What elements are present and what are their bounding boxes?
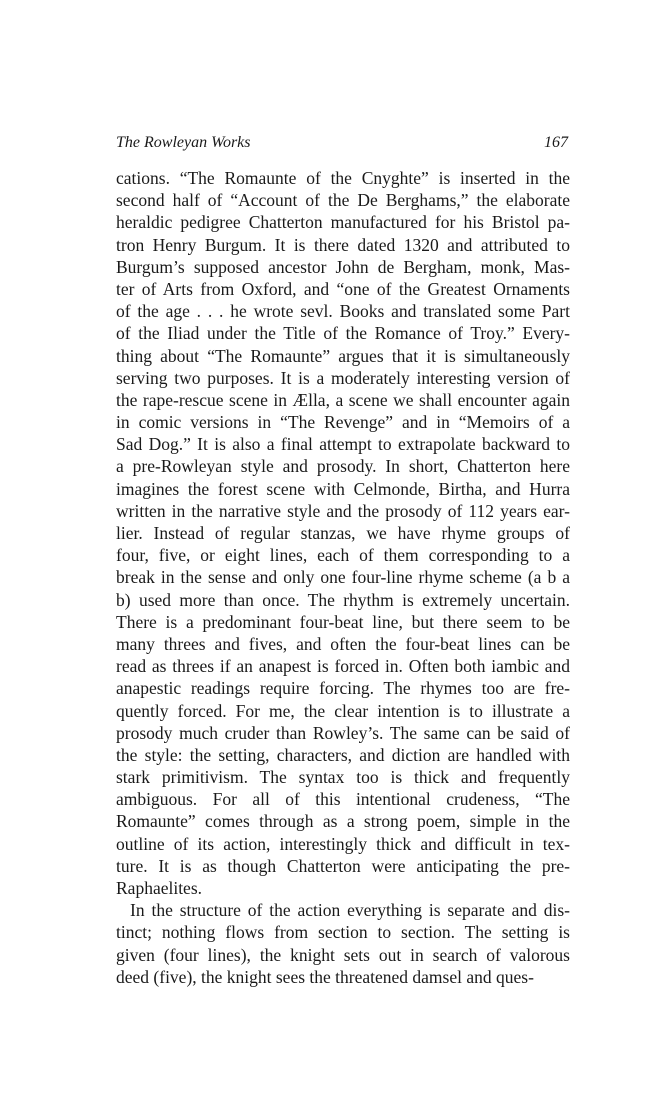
text-line: lier. Instead of regular stanzas, we have rhyme groups of bbox=[116, 523, 570, 543]
text-line: ter of Arts from Oxford, and “one of the Greatest Ornaments bbox=[116, 278, 570, 299]
text-line: stark primitivism. The syntax too is thick and frequently bbox=[116, 767, 570, 788]
text-line: deed (five), the knight sees the threatened damsel and ques- bbox=[116, 966, 534, 987]
text-line: in comic versions in “The Revenge” and in “Memoirs of a bbox=[116, 412, 570, 433]
text-line: ambiguous. For all of this intentional crudeness, “The bbox=[116, 789, 570, 810]
text-line: Burgum’s supposed ancestor John de Bergham, monk, Mas- bbox=[116, 256, 570, 277]
text-line: heraldic pedigree Chatterton manufactured for his Bristol pa- bbox=[116, 212, 570, 233]
text-line: many threes and fives, and often the four-beat lines can be bbox=[116, 633, 570, 654]
text-line: quently forced. For me, the clear intention is to illustrate a bbox=[116, 700, 570, 721]
text-line: the rape-rescue scene in Ælla, a scene we shall encounter again bbox=[116, 389, 570, 410]
text-line: cations. “The Romaunte of the Cnyghte” is inserted in the bbox=[116, 168, 570, 188]
text-line: b) used more than once. The rhythm is extremely uncertain. bbox=[116, 589, 570, 610]
text-line: second half of “Account of the De Berghams,” the elaborate bbox=[116, 190, 570, 211]
text-line: Romaunte” comes through as a strong poem, simple in the bbox=[116, 811, 570, 832]
text-line: imagines the forest scene with Celmonde, Birtha, and Hurra bbox=[116, 478, 570, 499]
text-line: There is a predominant four-beat line, but there seem to be bbox=[116, 611, 570, 632]
text-line: Sad Dog.” It is also a final attempt to extrapolate backward to bbox=[116, 434, 570, 455]
text-line: tinct; nothing flows from section to section. The setting is bbox=[116, 922, 570, 943]
text-line: thing about “The Romaunte” argues that it is simultaneously bbox=[116, 345, 570, 366]
paragraph-1 bbox=[116, 167, 570, 899]
text-line: the style: the setting, characters, and diction are handled with bbox=[116, 744, 570, 765]
text-line: read as threes if an anapest is forced in. Often both iambic and bbox=[116, 656, 570, 677]
text-line: written in the narrative style and the prosody of 112 years ear- bbox=[116, 500, 570, 521]
text-line: tron Henry Burgum. It is there dated 1320 and attributed to bbox=[116, 234, 570, 255]
text-line: anapestic readings require forcing. The rhymes too are fre- bbox=[116, 678, 570, 699]
text-line: four, five, or eight lines, each of them corresponding to a bbox=[116, 545, 570, 566]
text-line: break in the sense and only one four-line rhyme scheme (a b a bbox=[116, 567, 570, 588]
text-line: ture. It is as though Chatterton were anticipating the pre- bbox=[116, 855, 570, 876]
paragraph-2 bbox=[116, 899, 570, 988]
text-line: of the Iliad under the Title of the Romance of Troy.” Every- bbox=[116, 323, 570, 344]
text-line: In the structure of the action everything is separate and dis- bbox=[130, 900, 570, 921]
text-line: serving two purposes. It is a moderately interesting version of bbox=[116, 367, 570, 388]
text-line: prosody much cruder than Rowley’s. The same can be said of bbox=[116, 722, 570, 743]
text-line: given (four lines), the knight sets out in search of valorous bbox=[116, 944, 570, 965]
text-line: Raphaelites. bbox=[116, 878, 203, 898]
page-number: 167 bbox=[544, 134, 568, 151]
body-text bbox=[116, 167, 570, 988]
text-line: of the age . . . he wrote sevl. Books and translated some Part bbox=[116, 301, 570, 322]
running-head-title: The Rowleyan Works bbox=[116, 134, 251, 151]
text-line: a pre-Rowleyan style and prosody. In short, Chatterton here bbox=[116, 456, 570, 477]
text-line: outline of its action, interestingly thick and difficult in tex- bbox=[116, 833, 570, 854]
